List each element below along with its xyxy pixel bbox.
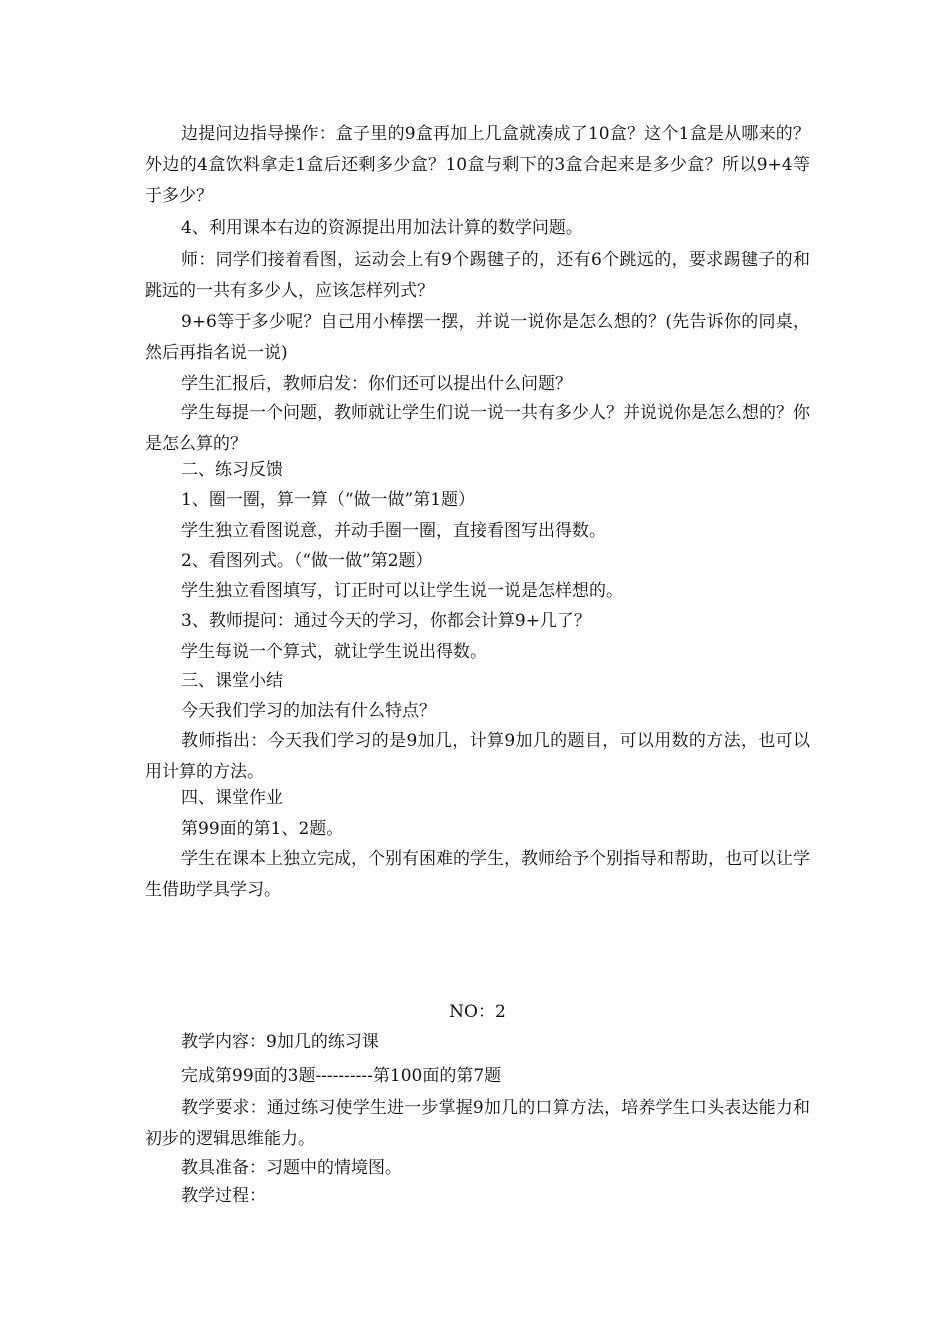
paragraph: 第99面的第1、2题。 — [181, 819, 344, 839]
paragraph: 3、教师提问：通过今天的学习，你都会计算9+几了？ — [181, 611, 591, 631]
section-heading: 二、练习反馈 — [181, 460, 283, 480]
lesson-number: NO：2 — [449, 1002, 506, 1022]
paragraph: 2、看图列式。（“做一做”第2题） — [181, 551, 433, 571]
section-heading: 四、课堂作业 — [181, 788, 283, 808]
paragraph: 学生每说一个算式，就让学生说出得数。 — [181, 642, 487, 662]
paragraph: 师：同学们接着看图，运动会上有9个踢毽子的，还有6个跳远的，要求踢毽子的和跳远的一共有多少人，应该怎样列式？ — [145, 250, 810, 301]
paragraph: 教师指出：今天我们学习的是9加几，计算9加几的题目，可以用数的方法，也可以用计算的方法。 — [145, 731, 810, 782]
section-heading: 三、课堂小结 — [181, 671, 283, 691]
paragraph: 今天我们学习的加法有什么特点？ — [181, 701, 436, 721]
paragraph: 学生在课本上独立完成，个别有困难的学生，教师给予个别指导和帮助，也可以让学生借助学具学习。 — [145, 849, 810, 900]
paragraph: 学生独立看图说意，并动手圈一圈，直接看图写出得数。 — [181, 521, 606, 541]
paragraph: 完成第99面的3题----------第100面的第7题 — [181, 1066, 502, 1086]
paragraph: 9+6等于多少呢？自己用小棒摆一摆，并说一说你是怎么想的？(先告诉你的同桌，然后再指名说一说) — [145, 312, 810, 363]
paragraph: 教学过程： — [181, 1186, 266, 1206]
paragraph: 学生汇报后，教师启发：你们还可以提出什么问题？ — [181, 374, 572, 394]
paragraph: 边提问边指导操作：盒子里的9盒再加上几盒就凑成了10盒？这个1盒是从哪来的？外边的4盒饮料拿走1盒后还剩多少盒？10盒与剩下的3盒合起来是多少盒？所以9+4等于多少？ — [145, 124, 810, 206]
paragraph: 教学内容：9加几的练习课 — [181, 1032, 379, 1052]
paragraph: 4、利用课本右边的资源提出用加法计算的数学问题。 — [181, 218, 583, 238]
paragraph: 学生每提一个问题，教师就让学生们说一说一共有多少人？并说说你是怎么想的？你是怎么算的？ — [145, 403, 810, 454]
paragraph: 学生独立看图填写，订正时可以让学生说一说是怎样想的。 — [181, 581, 623, 601]
paragraph: 教学要求：通过练习使学生进一步掌握9加几的口算方法，培养学生口头表达能力和初步的逻辑思维能力。 — [145, 1098, 810, 1149]
paragraph: 1、圈一圈，算一算（“做一做”第1题） — [181, 490, 476, 510]
paragraph: 教具准备：习题中的情境图。 — [181, 1158, 402, 1178]
